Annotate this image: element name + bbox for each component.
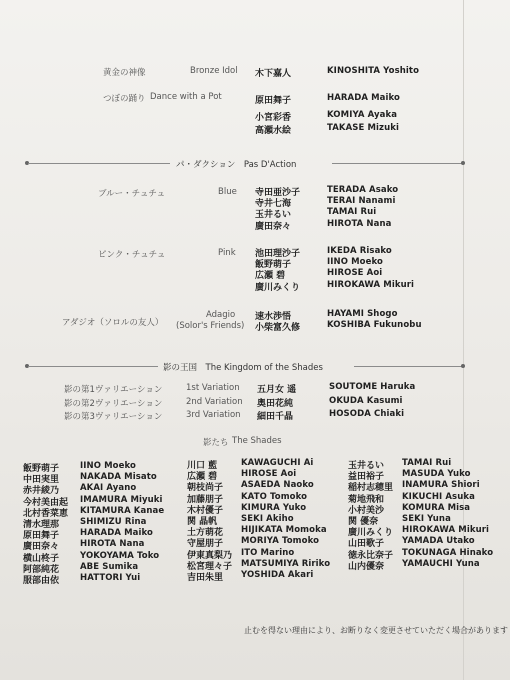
dancer-ja: 加藤朋子 — [187, 494, 224, 505]
dancer-en: HIROSE Aoi — [327, 268, 383, 279]
dancer-ja: 稲村志穂里 — [348, 483, 394, 494]
shades-col2-en — [241, 458, 330, 581]
dancer-en: HIROKAWA Mikuri — [402, 525, 490, 536]
dancer-en: SOUTOME Haruka — [329, 382, 416, 392]
dancer-en: KINOSHITA Yoshito — [327, 66, 420, 76]
dancer-ja: 小宮彩香 — [255, 113, 292, 123]
dancer-ja: 山内優奈 — [348, 561, 385, 572]
dancer-en: HAYAMI Shogo — [327, 309, 398, 319]
dancer-en: KATO Tomoko — [241, 491, 308, 502]
shades-heading-en: The Shades — [232, 436, 282, 446]
dancer-ja: 益田裕子 — [348, 472, 385, 483]
dancer-ja: 赤井綾乃 — [23, 486, 60, 497]
shades-heading-ja: 影たち — [203, 438, 229, 448]
divider-line — [28, 163, 170, 164]
dancer-en: IMAMURA Miyuki — [80, 494, 163, 505]
dancer-ja: 横山柊子 — [23, 553, 60, 564]
dancer-en: TAMAI Rui — [327, 207, 377, 218]
dancer-en: SHIMIZU Rina — [80, 516, 147, 527]
dancer-ja: 山田歌子 — [348, 539, 385, 550]
dancer-en: YOKOYAMA Toko — [80, 550, 160, 561]
divider-dot — [461, 161, 465, 165]
variations-ja — [64, 383, 162, 424]
role-bronze-idol-en: Bronze Idol — [190, 66, 238, 76]
dancer-en: ITO Marino — [241, 547, 295, 558]
blue-dancers-ja — [255, 185, 300, 230]
dancer-ja: 広瀬 碧 — [187, 472, 218, 483]
dancer-ja: 関 優奈 — [348, 516, 379, 527]
role-adagio-en2: (Solor's Friends) — [176, 321, 245, 331]
dancer-en: KOMIYA Ayaka — [327, 110, 398, 120]
dancer-ja: 伊東真梨乃 — [187, 550, 233, 561]
dancer-en: SEKI Yuna — [402, 513, 451, 524]
dancer-en: OKUDA Kasumi — [329, 395, 403, 406]
dancer-en: IINO Moeko — [80, 461, 136, 471]
dancer-en: YOSHIDA Akari — [241, 569, 314, 580]
dancer-en: ABE Sumika — [80, 561, 139, 572]
dancer-ja: 清水理那 — [23, 519, 60, 530]
dancer-ja: 守屋朋子 — [187, 539, 224, 550]
dancer-en: HATTORI Yui — [80, 572, 141, 583]
dancer-en: YAMADA Utako — [402, 536, 475, 547]
dancer-ja: 五月女 遥 — [257, 385, 297, 395]
shades-col2-ja — [187, 458, 232, 581]
footer-note: 止むを得ない理由により、お断りなく変更させていただく場合があります — [244, 626, 508, 635]
dancer-ja: 廣田奈々 — [255, 221, 292, 232]
role-adagio-en: Adagio — [206, 310, 236, 320]
pink-dancers-ja — [255, 246, 300, 291]
role-adagio-ja: アダジオ（ソロルの友人） — [62, 318, 164, 328]
dancer-ja: 阿部純花 — [23, 564, 60, 575]
dancer-ja: 寺田亜沙子 — [255, 188, 301, 198]
dancer-en: HIROTA Nana — [327, 218, 392, 229]
dancer-ja: 木下嘉人 — [255, 69, 292, 79]
dancer-en: AKAI Ayano — [80, 483, 137, 494]
divider-dot — [461, 364, 465, 368]
dancer-ja: 小村美沙 — [348, 505, 385, 516]
role-blue-en: Blue — [218, 187, 237, 197]
dancer-ja: 玉井るい — [255, 210, 292, 221]
variations-en — [186, 383, 243, 424]
dancer-ja: 飯野萌子 — [23, 464, 60, 474]
dancer-ja: 木村優子 — [187, 505, 224, 516]
dancer-ja: 土方萌花 — [187, 528, 224, 539]
dancer-en: MATSUMIYA Ririko — [241, 558, 331, 569]
variation-en: 2nd Variation — [186, 396, 243, 407]
variation-en: 3rd Variation — [186, 410, 241, 420]
dancer-ja: 池田理沙子 — [255, 249, 301, 259]
dancer-ja: 吉田朱里 — [187, 572, 224, 583]
section-title-shades: 影の王国 The Kingdom of the Shades — [163, 363, 323, 373]
dancer-en: INAMURA Shiori — [402, 480, 480, 491]
dancer-en: MORIYA Tomoko — [241, 536, 320, 547]
section-title-pas: パ・ダクション Pas D'Action — [176, 160, 297, 170]
dancer-ja: 徳永比奈子 — [348, 550, 394, 561]
dancer-ja: 原田舞子 — [23, 531, 60, 542]
variation-ja: 影の第3ヴァリエーション — [64, 412, 163, 422]
dancer-ja: 速水渉悟 — [255, 312, 292, 322]
dancer-ja: 関 晶帆 — [187, 516, 218, 527]
role-pink-en: Pink — [218, 248, 236, 258]
blue-dancers-en — [327, 185, 398, 230]
dancer-en: HIROKAWA Mikuri — [327, 279, 415, 290]
shades-col1-ja — [23, 461, 68, 584]
variation-ja: 影の第2ヴァリエーション — [64, 398, 163, 409]
dancer-en: HIROSE Aoi — [241, 469, 297, 480]
role-bronze-idol-ja: 黄金の神像 — [103, 68, 146, 78]
dancer-ja: 廣川みくり — [255, 282, 301, 293]
dancer-ja: 今村美由起 — [23, 497, 69, 508]
pink-dancers-en — [327, 246, 414, 291]
dancer-ja: 松宮理々子 — [187, 561, 233, 572]
dancer-en: KIKUCHI Asuka — [402, 491, 475, 502]
shades-col1-en — [80, 461, 164, 584]
dancer-ja: 菊地飛和 — [348, 494, 385, 505]
dancer-ja: 廣川みくり — [348, 528, 394, 539]
role-pot-ja: つぼの踊り — [103, 94, 146, 104]
divider-line — [354, 366, 462, 367]
dancer-en: KAWAGUCHI Ai — [241, 458, 314, 468]
variation-dancers-ja — [257, 382, 296, 423]
dancer-en: KOSHIBA Fukunobu — [327, 320, 422, 330]
dancer-ja: 奥田花純 — [257, 398, 294, 409]
dancer-en: TOKUNAGA Hinako — [402, 547, 494, 558]
dancer-en: SEKI Akiho — [241, 513, 294, 524]
dancer-ja: 細田千晶 — [257, 412, 294, 422]
dancer-en: TAMAI Rui — [402, 458, 452, 468]
dancer-en: TERAI Nanami — [327, 196, 396, 207]
role-blue-ja: ブルー・チュチュ — [98, 189, 166, 199]
role-pot-en: Dance with a Pot — [150, 92, 222, 102]
variation-dancers-en — [329, 382, 415, 423]
dancer-en: ASAEDA Naoko — [241, 480, 314, 491]
dancer-en: TERADA Asako — [327, 185, 399, 195]
dancer-ja: 寺井七海 — [255, 199, 292, 210]
dancer-ja: 川口 藍 — [187, 461, 218, 471]
dancer-ja: 朝枝尚子 — [187, 483, 224, 494]
dancer-ja: 廣田奈々 — [23, 542, 60, 553]
dancer-en: NAKADA Misato — [80, 472, 157, 483]
dancer-en: MASUDA Yuko — [402, 469, 471, 480]
dancer-en: TAKASE Mizuki — [327, 123, 400, 133]
dancer-en: IKEDA Risako — [327, 246, 392, 256]
dancer-ja: 広瀬 碧 — [255, 271, 286, 282]
variation-en: 1st Variation — [186, 383, 240, 393]
dancer-ja: 玉井るい — [348, 461, 385, 471]
dancer-en: KITAMURA Kanae — [80, 505, 165, 516]
dancer-en: KIMURA Yuko — [241, 502, 307, 513]
variation-ja: 影の第1ヴァリエーション — [64, 385, 163, 395]
divider-line — [28, 366, 158, 367]
dancer-en: HARADA Maiko — [327, 93, 400, 103]
dancer-ja: 服部由依 — [23, 575, 60, 586]
dancer-ja: 中田実里 — [23, 475, 60, 486]
dancer-en: HIROTA Nana — [80, 539, 145, 550]
dancer-ja: 原田舞子 — [255, 96, 292, 106]
dancer-en: HARADA Maiko — [80, 528, 153, 539]
shades-col3-ja — [348, 458, 393, 570]
dancer-en: HIJIKATA Momoka — [241, 525, 327, 536]
role-pink-ja: ピンク・チュチュ — [98, 250, 166, 260]
shades-col3-en — [402, 458, 493, 570]
dancer-ja: 飯野萌子 — [255, 260, 292, 271]
dancer-en: HOSODA Chiaki — [329, 409, 405, 419]
dancer-en: IINO Moeko — [327, 257, 383, 268]
page-fold — [463, 0, 464, 680]
dancer-en: YAMAUCHI Yuna — [402, 558, 480, 569]
divider-line — [332, 163, 462, 164]
dancer-en: KOMURA Misa — [402, 502, 471, 513]
dancer-ja: 高瀬水絵 — [255, 126, 292, 136]
dancer-ja: 北村香菜恵 — [23, 508, 69, 519]
dancer-ja: 小柴富久修 — [255, 323, 301, 333]
